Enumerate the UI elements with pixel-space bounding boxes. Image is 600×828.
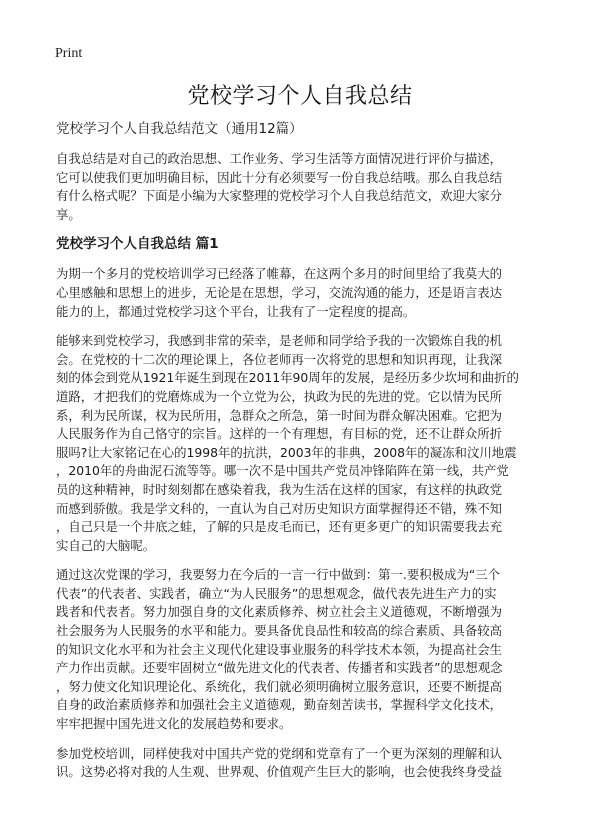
body-paragraph: [56, 745, 544, 782]
text-line: 自我总结是对自己的政治思想、工作业务、学习生活等方面情况进行评价与描述，: [56, 151, 503, 166]
document-title: 党校学习个人自我总结: [187, 84, 413, 109]
text-line: 人民服务作为自己恪守的宗旨。这样的一个有理想，有目标的党，还不让群众所折: [56, 426, 503, 442]
text-line: 道路，才把我们的党磨炼成为一个立党为公，执政为民的先进的党。它以情为民所: [56, 388, 503, 404]
text-line: 为期一个多月的党校培训学习已经落了帷幕，在这两个多月的时间里给了我莫大的: [56, 266, 503, 282]
intro-paragraph: [56, 150, 544, 224]
text-line: 能够来到党校学习，我感到非常的荣幸，是老师和同学给予我的一次锻炼自我的机: [56, 333, 503, 349]
document-body: [56, 120, 544, 793]
text-line: 践者和代表者。努力加强自身的文化素质修养、树立社会主义道德观，不断增强为: [56, 604, 503, 620]
body-paragraph: [56, 265, 544, 321]
text-line: 代表”的代表者、实践者，确立“为人民服务”的思想观念，做代表先进生产力的实: [56, 585, 497, 601]
text-line: 服吗?让大家铭记在心的1998年的抗洪，2003年的非典，2008年的凝冻和汶川地震: [56, 444, 517, 460]
text-line: 它可以使我们更加明确目标，因此十分有必须要写一份自我总结哦。那么自我总结: [56, 169, 503, 185]
text-line: 刻的体会到党从1921年诞生到现在2011年90周年的发展，是经历多少坎坷和曲折的: [56, 370, 519, 386]
body-paragraph: [56, 566, 544, 733]
document-subtitle: 党校学习个人自我总结范文（通用12篇）: [56, 121, 303, 137]
text-line: 社会服务为人民服务的水平和能力。要具备优良品性和较高的综合素质、具备较高: [56, 623, 503, 639]
text-line: ，自己只是一个井底之蛙，了解的只是皮毛而已，还有更多更广的知识需要我去充: [56, 519, 503, 535]
text-line: 产力作出贡献。还要牢固树立“做先进文化的代表者、传播者和实践者”的思想观念: [56, 660, 503, 676]
text-line: 有什么格式呢？下面是小编为大家整理的党校学习个人自我总结范文，欢迎大家分: [56, 188, 503, 204]
text-line: ，2010年的舟曲泥石流等等。哪一次不是中国共产党员冲锋陷阵在第一线，共产党: [56, 463, 509, 479]
section-paragraphs: [56, 265, 544, 781]
text-line: 能力的上，都通过党校学习这个平台，让我有了一定程度的提高。: [56, 303, 416, 319]
body-paragraph: [56, 332, 544, 555]
section-heading: 党校学习个人自我总结 篇1: [56, 236, 219, 253]
text-line: 会。在党校的十二次的理论课上，各位老师再一次将党的思想和知识再现，让我深: [56, 351, 503, 367]
text-line: 参加党校培训，同样使我对中国共产党的党纲和党章有了一个更为深刻的理解和认: [56, 745, 503, 761]
text-line: 员的这种精神，时时刻刻都在感染着我，我为生活在这样的国家，有这样的执政党: [56, 481, 503, 497]
text-line: 而感到骄傲。我是学文科的，一直认为自己对历史知识方面掌握得还不错，殊不知: [56, 500, 503, 516]
text-line: 牢牢把握中国先进文化的发展趋势和要求。: [56, 716, 292, 732]
text-line: 自身的政治素质修养和加强社会主义道德观，勤奋刻苦读书，掌握科学文化技术，: [56, 697, 503, 713]
text-line: 系，利为民所谋，权为民所用，急群众之所急，第一时间为群众解决困难。它把为: [56, 407, 503, 423]
text-line: 实自己的大脑呢。: [56, 537, 156, 553]
text-line: 的知识文化水平和为社会主义现代化建设事业服务的科学技术本领，为提高社会生: [56, 641, 503, 657]
text-line: 心里感触和思想上的进步，无论是在思想，学习，交流沟通的能力，还是语言表达: [56, 284, 503, 300]
print-link[interactable]: Print: [55, 46, 83, 61]
text-line: 享。: [56, 206, 81, 222]
text-line: ，努力使文化知识理论化、系统化，我们就必须明确树立服务意识，还要不断提高: [56, 678, 503, 694]
text-line: 通过这次党课的学习，我要努力在今后的一言一行中做到：第一.要积极成为“三个: [56, 567, 501, 583]
text-line: 识。这势必将对我的人生观、世界观、价值观产生巨大的影响，也会使我终身受益: [56, 764, 503, 780]
